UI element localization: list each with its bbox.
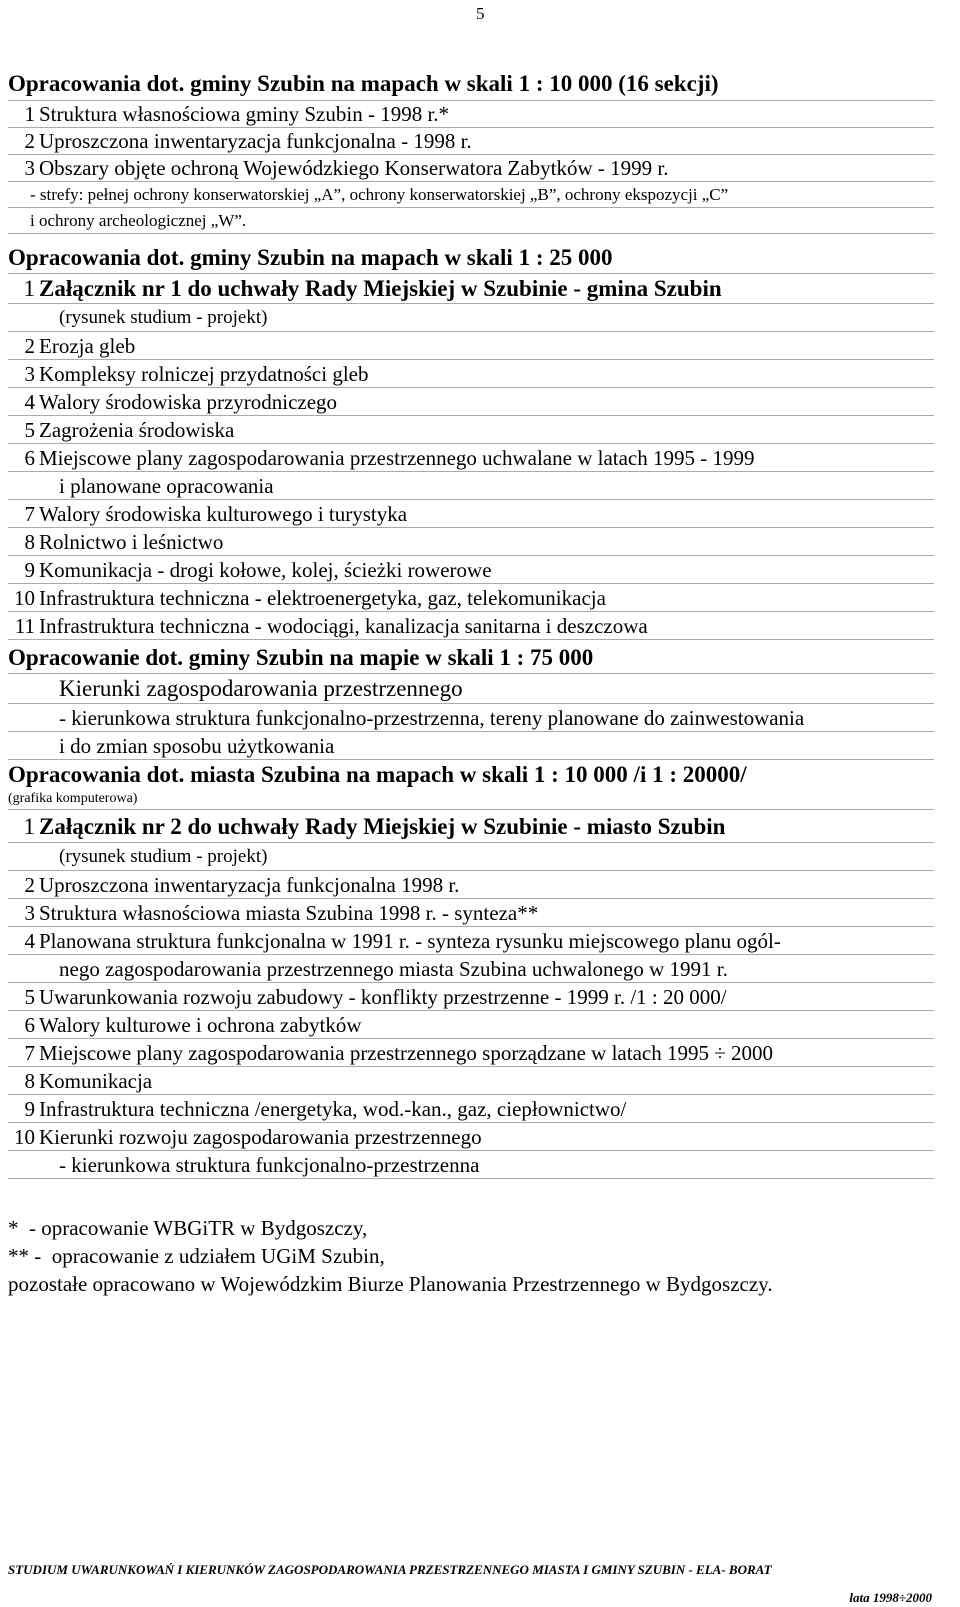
section-heading: Opracowania dot. gminy Szubin na mapach w skali 1 : 10 000 (16 sekcji) bbox=[8, 68, 934, 101]
list-item bbox=[8, 983, 934, 1011]
item-number: 5 bbox=[24, 985, 35, 1009]
item-text: Komunikacja - drogi kołowe, kolej, ścieżki rowerowe bbox=[39, 558, 492, 582]
map-title bbox=[8, 674, 934, 704]
section-miasto-10000 bbox=[8, 761, 934, 1179]
item-number: 9 bbox=[24, 1097, 35, 1121]
section-heading: Opracowania dot. miasta Szubina na mapach w skali 1 : 10 000 /i 1 : 20000/ bbox=[8, 762, 747, 787]
item-text: Erozja gleb bbox=[39, 334, 136, 358]
item-number: 2 bbox=[24, 129, 35, 153]
item-subtext-label: (rysunek studium - projekt) bbox=[59, 307, 268, 328]
item-text: Planowana struktura funkcjonalna w 1991 r. - synteza rysunku miejscowego planu ogól- bbox=[39, 929, 781, 953]
item-text: Załącznik nr 1 do uchwały Rady Miejskiej w Szubinie - gmina Szubin bbox=[39, 276, 722, 301]
list-item bbox=[8, 274, 934, 304]
list-item bbox=[8, 388, 934, 416]
list-item bbox=[8, 500, 934, 528]
list-item bbox=[8, 416, 934, 444]
item-text: Kompleksy rolniczej przydatności gleb bbox=[39, 362, 369, 386]
item-text: Załącznik nr 2 do uchwały Rady Miejskiej w Szubinie - miasto Szubin bbox=[39, 814, 726, 839]
list-item bbox=[8, 1011, 934, 1039]
list-item bbox=[8, 612, 934, 640]
item-number: 1 bbox=[23, 814, 35, 839]
document-footer-date: lata 1998÷2000 bbox=[849, 1590, 932, 1605]
item-number: 4 bbox=[24, 390, 35, 414]
item-text: Uproszczona inwentaryzacja funkcjonalna 1998 r. bbox=[39, 873, 460, 897]
list-item bbox=[8, 444, 934, 472]
item-text: Infrastruktura techniczna - wodociągi, kanalizacja sanitarna i deszczowa bbox=[39, 614, 648, 638]
item-text: Miejscowe plany zagospodarowania przestrzennego uchwalane w latach 1995 - 1999 bbox=[39, 446, 755, 470]
item-text: Walory środowiska przyrodniczego bbox=[39, 390, 338, 414]
list-item bbox=[8, 1039, 934, 1067]
item-number: 6 bbox=[24, 1013, 35, 1037]
footnote: * - opracowanie WBGiTR w Bydgoszczy, bbox=[8, 1216, 368, 1240]
list-item bbox=[8, 927, 934, 955]
item-number: 3 bbox=[24, 901, 35, 925]
list-item bbox=[8, 1123, 934, 1151]
protection-zones-note-cont bbox=[8, 208, 934, 234]
item-text: Walory kulturowe i ochrona zabytków bbox=[39, 1013, 362, 1037]
list-item bbox=[8, 101, 934, 128]
document-footer-title: STUDIUM UWARUNKOWAŃ I KIERUNKÓW ZAGOSPODAROWANIA PRZESTRZENNEGO MIASTA I GMINY SZUBIN - ELA- BORAT bbox=[8, 1562, 772, 1577]
list-item bbox=[8, 899, 934, 927]
map-description-cont bbox=[8, 732, 934, 760]
list-item bbox=[8, 810, 934, 843]
item-number: 1 bbox=[24, 102, 35, 126]
note-text: - strefy: pełnej ochrony konserwatorskiej „A”, ochrony konserwatorskiej „B”, ochrony ekspozycji „C” bbox=[30, 185, 729, 204]
section-heading: Opracowania dot. gminy Szubin na mapach w skali 1 : 25 000 bbox=[8, 242, 934, 274]
item-text: Miejscowe plany zagospodarowania przestrzennego sporządzane w latach 1995 ÷ 2000 bbox=[39, 1041, 774, 1065]
list-item bbox=[8, 1067, 934, 1095]
page-number: 5 bbox=[476, 4, 485, 23]
item-text: Infrastruktura techniczna - elektroenergetyka, gaz, telekomunikacja bbox=[39, 586, 606, 610]
item-subtext bbox=[8, 843, 934, 871]
description-text: - kierunkowa struktura funkcjonalno-przestrzenna, tereny planowane do zainwestowania bbox=[59, 706, 805, 730]
item-number: 10 bbox=[14, 586, 35, 610]
item-number: 8 bbox=[24, 530, 35, 554]
item-continuation bbox=[8, 472, 934, 500]
list-item bbox=[8, 871, 934, 899]
section-heading: Opracowanie dot. gminy Szubin na mapie w skali 1 : 75 000 bbox=[8, 643, 934, 674]
item-number: 9 bbox=[24, 558, 35, 582]
list-item bbox=[8, 360, 934, 388]
footnotes bbox=[8, 1214, 934, 1298]
item-number: 7 bbox=[24, 1041, 35, 1065]
item-text: Uwarunkowania rozwoju zabudowy - konflikty przestrzenne - 1999 r. /1 : 20 000/ bbox=[39, 985, 727, 1009]
note-text: i ochrony archeologicznej „W”. bbox=[30, 211, 247, 230]
item-number: 10 bbox=[14, 1125, 35, 1149]
item-number: 1 bbox=[23, 276, 35, 301]
item-continuation bbox=[8, 955, 934, 983]
item-continuation bbox=[8, 1151, 934, 1179]
item-text: Komunikacja bbox=[39, 1069, 153, 1093]
item-number: 6 bbox=[24, 446, 35, 470]
item-number: 4 bbox=[24, 929, 35, 953]
item-number: 2 bbox=[24, 334, 35, 358]
item-subtext-label: (rysunek studium - projekt) bbox=[59, 846, 268, 867]
item-text: Zagrożenia środowiska bbox=[39, 418, 235, 442]
list-item bbox=[8, 528, 934, 556]
map-description bbox=[8, 704, 934, 732]
list-item bbox=[8, 1095, 934, 1123]
map-title-text: Kierunki zagospodarowania przestrzennego bbox=[59, 676, 463, 701]
item-subtext bbox=[8, 304, 934, 332]
item-text: Rolnictwo i leśnictwo bbox=[39, 530, 224, 554]
item-text: Uproszczona inwentaryzacja funkcjonalna - 1998 r. bbox=[39, 129, 472, 153]
list-item bbox=[8, 556, 934, 584]
section-gmina-25000 bbox=[8, 242, 934, 640]
item-number: 7 bbox=[24, 502, 35, 526]
item-text: Struktura własnościowa miasta Szubina 1998 r. - synteza** bbox=[39, 901, 539, 925]
item-text: Infrastruktura techniczna /energetyka, wod.-kan., gaz, ciepłownictwo/ bbox=[39, 1097, 627, 1121]
list-item bbox=[8, 128, 934, 155]
item-number: 11 bbox=[14, 614, 35, 638]
item-text: Obszary objęte ochroną Wojewódzkiego Konserwatora Zabytków - 1999 r. bbox=[39, 156, 669, 180]
item-text: Kierunki rozwoju zagospodarowania przestrzennego bbox=[39, 1125, 482, 1149]
list-item bbox=[8, 332, 934, 360]
item-number: 5 bbox=[24, 418, 35, 442]
footnote: pozostałe opracowano w Wojewódzkim Biurze Planowania Przestrzennego w Bydgoszczy. bbox=[8, 1272, 773, 1296]
section-gmina-10000 bbox=[8, 68, 934, 234]
item-number: 2 bbox=[24, 873, 35, 897]
item-number: 8 bbox=[24, 1069, 35, 1093]
item-number: 3 bbox=[24, 362, 35, 386]
protection-zones-note bbox=[8, 182, 934, 208]
item-text: Struktura własnościowa gminy Szubin - 1998 r.* bbox=[39, 102, 450, 126]
item-text: - kierunkowa struktura funkcjonalno-przestrzenna bbox=[59, 1153, 480, 1177]
footnote: ** - opracowanie z udziałem UGiM Szubin, bbox=[8, 1244, 385, 1268]
description-text: i do zmian sposobu użytkowania bbox=[59, 734, 335, 758]
item-number: 3 bbox=[24, 156, 35, 180]
section-gmina-75000 bbox=[8, 643, 934, 760]
list-item bbox=[8, 155, 934, 182]
item-text: nego zagospodarowania przestrzennego miasta Szubina uchwalonego w 1991 r. bbox=[59, 957, 728, 981]
list-item bbox=[8, 584, 934, 612]
section-subheading: (grafika komputerowa) bbox=[8, 789, 934, 810]
item-text: i planowane opracowania bbox=[59, 474, 274, 498]
item-text: Walory środowiska kulturowego i turystyka bbox=[39, 502, 408, 526]
